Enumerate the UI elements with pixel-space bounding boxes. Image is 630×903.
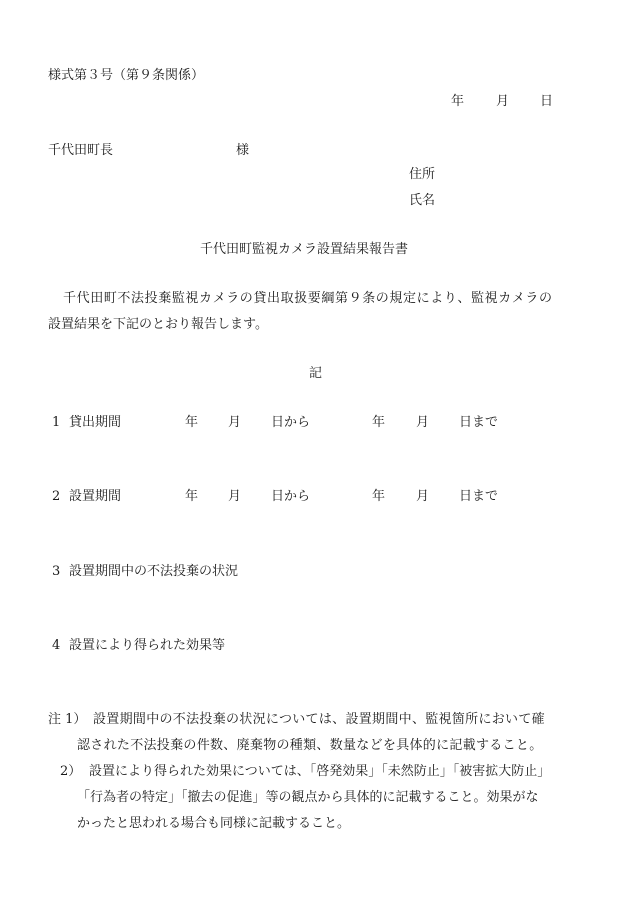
- item-4-number: 4: [52, 638, 61, 653]
- addressee-title: 千代田町長: [48, 143, 114, 158]
- item-1-to-year: 年: [372, 415, 386, 430]
- date-month-label: 月: [496, 94, 510, 109]
- note-1-marker: 注 1）: [48, 712, 87, 727]
- item-2-to-day: 日まで: [459, 489, 499, 504]
- item-2-from-month: 月: [228, 489, 242, 504]
- note-1-line-1: 設置期間中の不法投棄の状況については、設置期間中、監視箇所において確: [93, 712, 545, 727]
- form-number: 様式第３号（第９条関係）: [48, 68, 205, 83]
- item-1-number: 1: [52, 415, 61, 430]
- ki-marker: 記: [309, 366, 323, 381]
- item-4-label: 設置により得られた効果等: [69, 638, 226, 653]
- intro-line-2: 設置結果を下記のとおり報告します。: [48, 317, 268, 332]
- item-2-to-month: 月: [416, 489, 430, 504]
- item-1-from-day: 日から: [271, 415, 311, 430]
- item-1-to-day: 日まで: [459, 415, 499, 430]
- item-2-number: 2: [52, 489, 61, 504]
- note-2-line-2: 「行為者の特定」「撤去の促進」等の観点から具体的に記載すること。効果がな: [77, 790, 539, 805]
- item-1-to-month: 月: [416, 415, 430, 430]
- item-1-label: 貸出期間: [69, 415, 122, 430]
- note-2-line-1: 設置により得られた効果については、「啓発効果」「未然防止」「被害拡大防止」: [89, 764, 551, 779]
- date-day-label: 日: [540, 94, 554, 109]
- item-3-number: 3: [52, 564, 61, 579]
- item-2-from-year: 年: [185, 489, 199, 504]
- item-2-label: 設置期間: [69, 489, 122, 504]
- intro-line-1: 千代田町不法投棄監視カメラの貸出取扱要綱第９条の規定により、監視カメラの: [63, 291, 553, 306]
- item-2-to-year: 年: [372, 489, 386, 504]
- document-title: 千代田町監視カメラ設置結果報告書: [200, 242, 409, 257]
- note-1-line-2: 認された不法投棄の件数、廃棄物の種類、数量などを具体的に記載すること。: [77, 738, 543, 753]
- item-2-from-day: 日から: [271, 489, 311, 504]
- date-year-label: 年: [451, 94, 465, 109]
- note-2-marker: 2）: [60, 764, 82, 779]
- name-label: 氏名: [409, 193, 436, 208]
- note-2-line-3: かったと思われる場合も同様に記載すること。: [77, 816, 351, 831]
- item-1-from-year: 年: [185, 415, 199, 430]
- address-label: 住所: [409, 167, 436, 182]
- addressee-honorific: 様: [236, 143, 250, 158]
- item-1-from-month: 月: [228, 415, 242, 430]
- item-3-label: 設置期間中の不法投棄の状況: [69, 564, 239, 579]
